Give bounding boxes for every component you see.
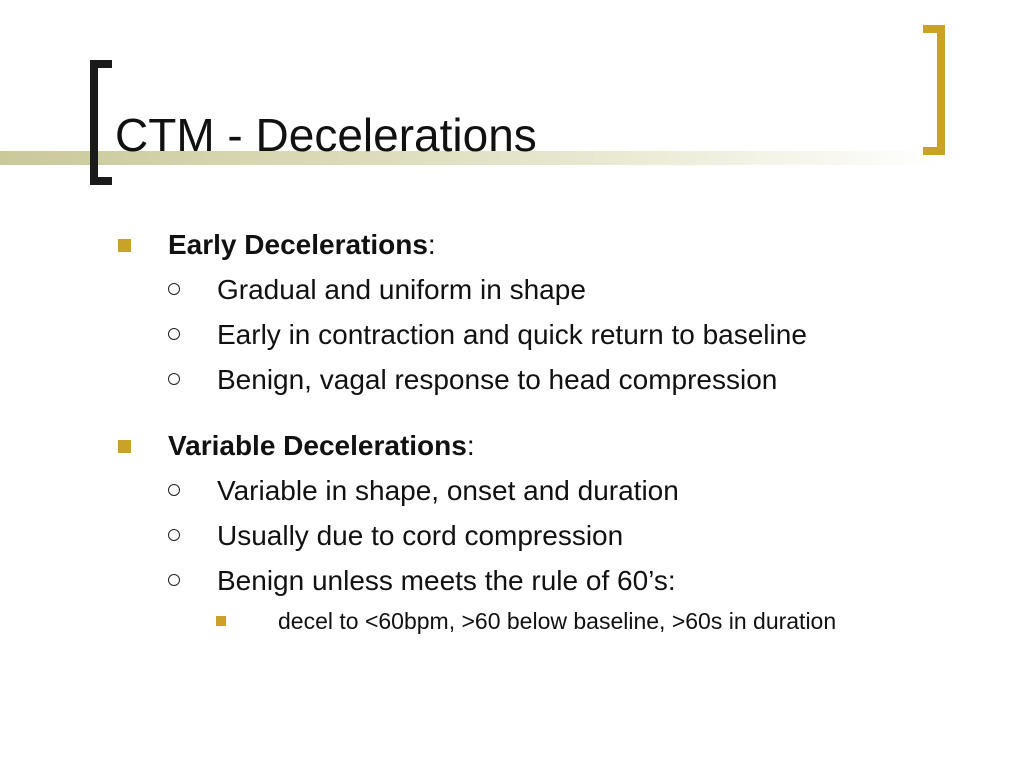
- sub-bullet: [217, 564, 676, 598]
- sub-bullet: [217, 519, 623, 553]
- sub-sub-bullet-text: decel to <60bpm, >60 below baseline, >60s in duration: [278, 608, 837, 634]
- left-bracket-decoration: [90, 60, 112, 185]
- sub-bullet-text: Early in contraction and quick return to baseline: [217, 319, 807, 350]
- ring-bullet-icon: [168, 328, 180, 340]
- sub-sub-bullet: [262, 606, 902, 637]
- bullet-variable-decelerations: [168, 429, 475, 463]
- section-suffix: :: [427, 229, 436, 260]
- bullet-early-decelerations: [168, 228, 436, 262]
- sub-bullet: [217, 474, 679, 508]
- sub-bullet: [217, 318, 807, 352]
- slide-title: CTM - Decelerations: [115, 109, 537, 161]
- sub-bullet-text: Benign, vagal response to head compression: [217, 364, 778, 395]
- section-suffix: :: [466, 430, 475, 461]
- sub-bullet-text: Usually due to cord compression: [217, 520, 624, 551]
- square-bullet-icon: [216, 616, 226, 626]
- sub-bullet: [217, 363, 777, 397]
- ring-bullet-icon: [168, 574, 180, 586]
- section-term: Early Decelerations: [168, 229, 428, 260]
- sub-bullet: [217, 273, 586, 307]
- square-bullet-icon: [118, 440, 131, 453]
- sub-bullet-text: Gradual and uniform in shape: [217, 274, 586, 305]
- sub-bullet-text: Benign unless meets the rule of 60’s:: [217, 565, 676, 596]
- square-bullet-icon: [118, 239, 131, 252]
- sub-bullet-text: Variable in shape, onset and duration: [217, 475, 679, 506]
- section-term: Variable Decelerations: [168, 430, 467, 461]
- ring-bullet-icon: [168, 529, 180, 541]
- ring-bullet-icon: [168, 283, 180, 295]
- right-bracket-decoration: [923, 25, 945, 155]
- ring-bullet-icon: [168, 373, 180, 385]
- ring-bullet-icon: [168, 484, 180, 496]
